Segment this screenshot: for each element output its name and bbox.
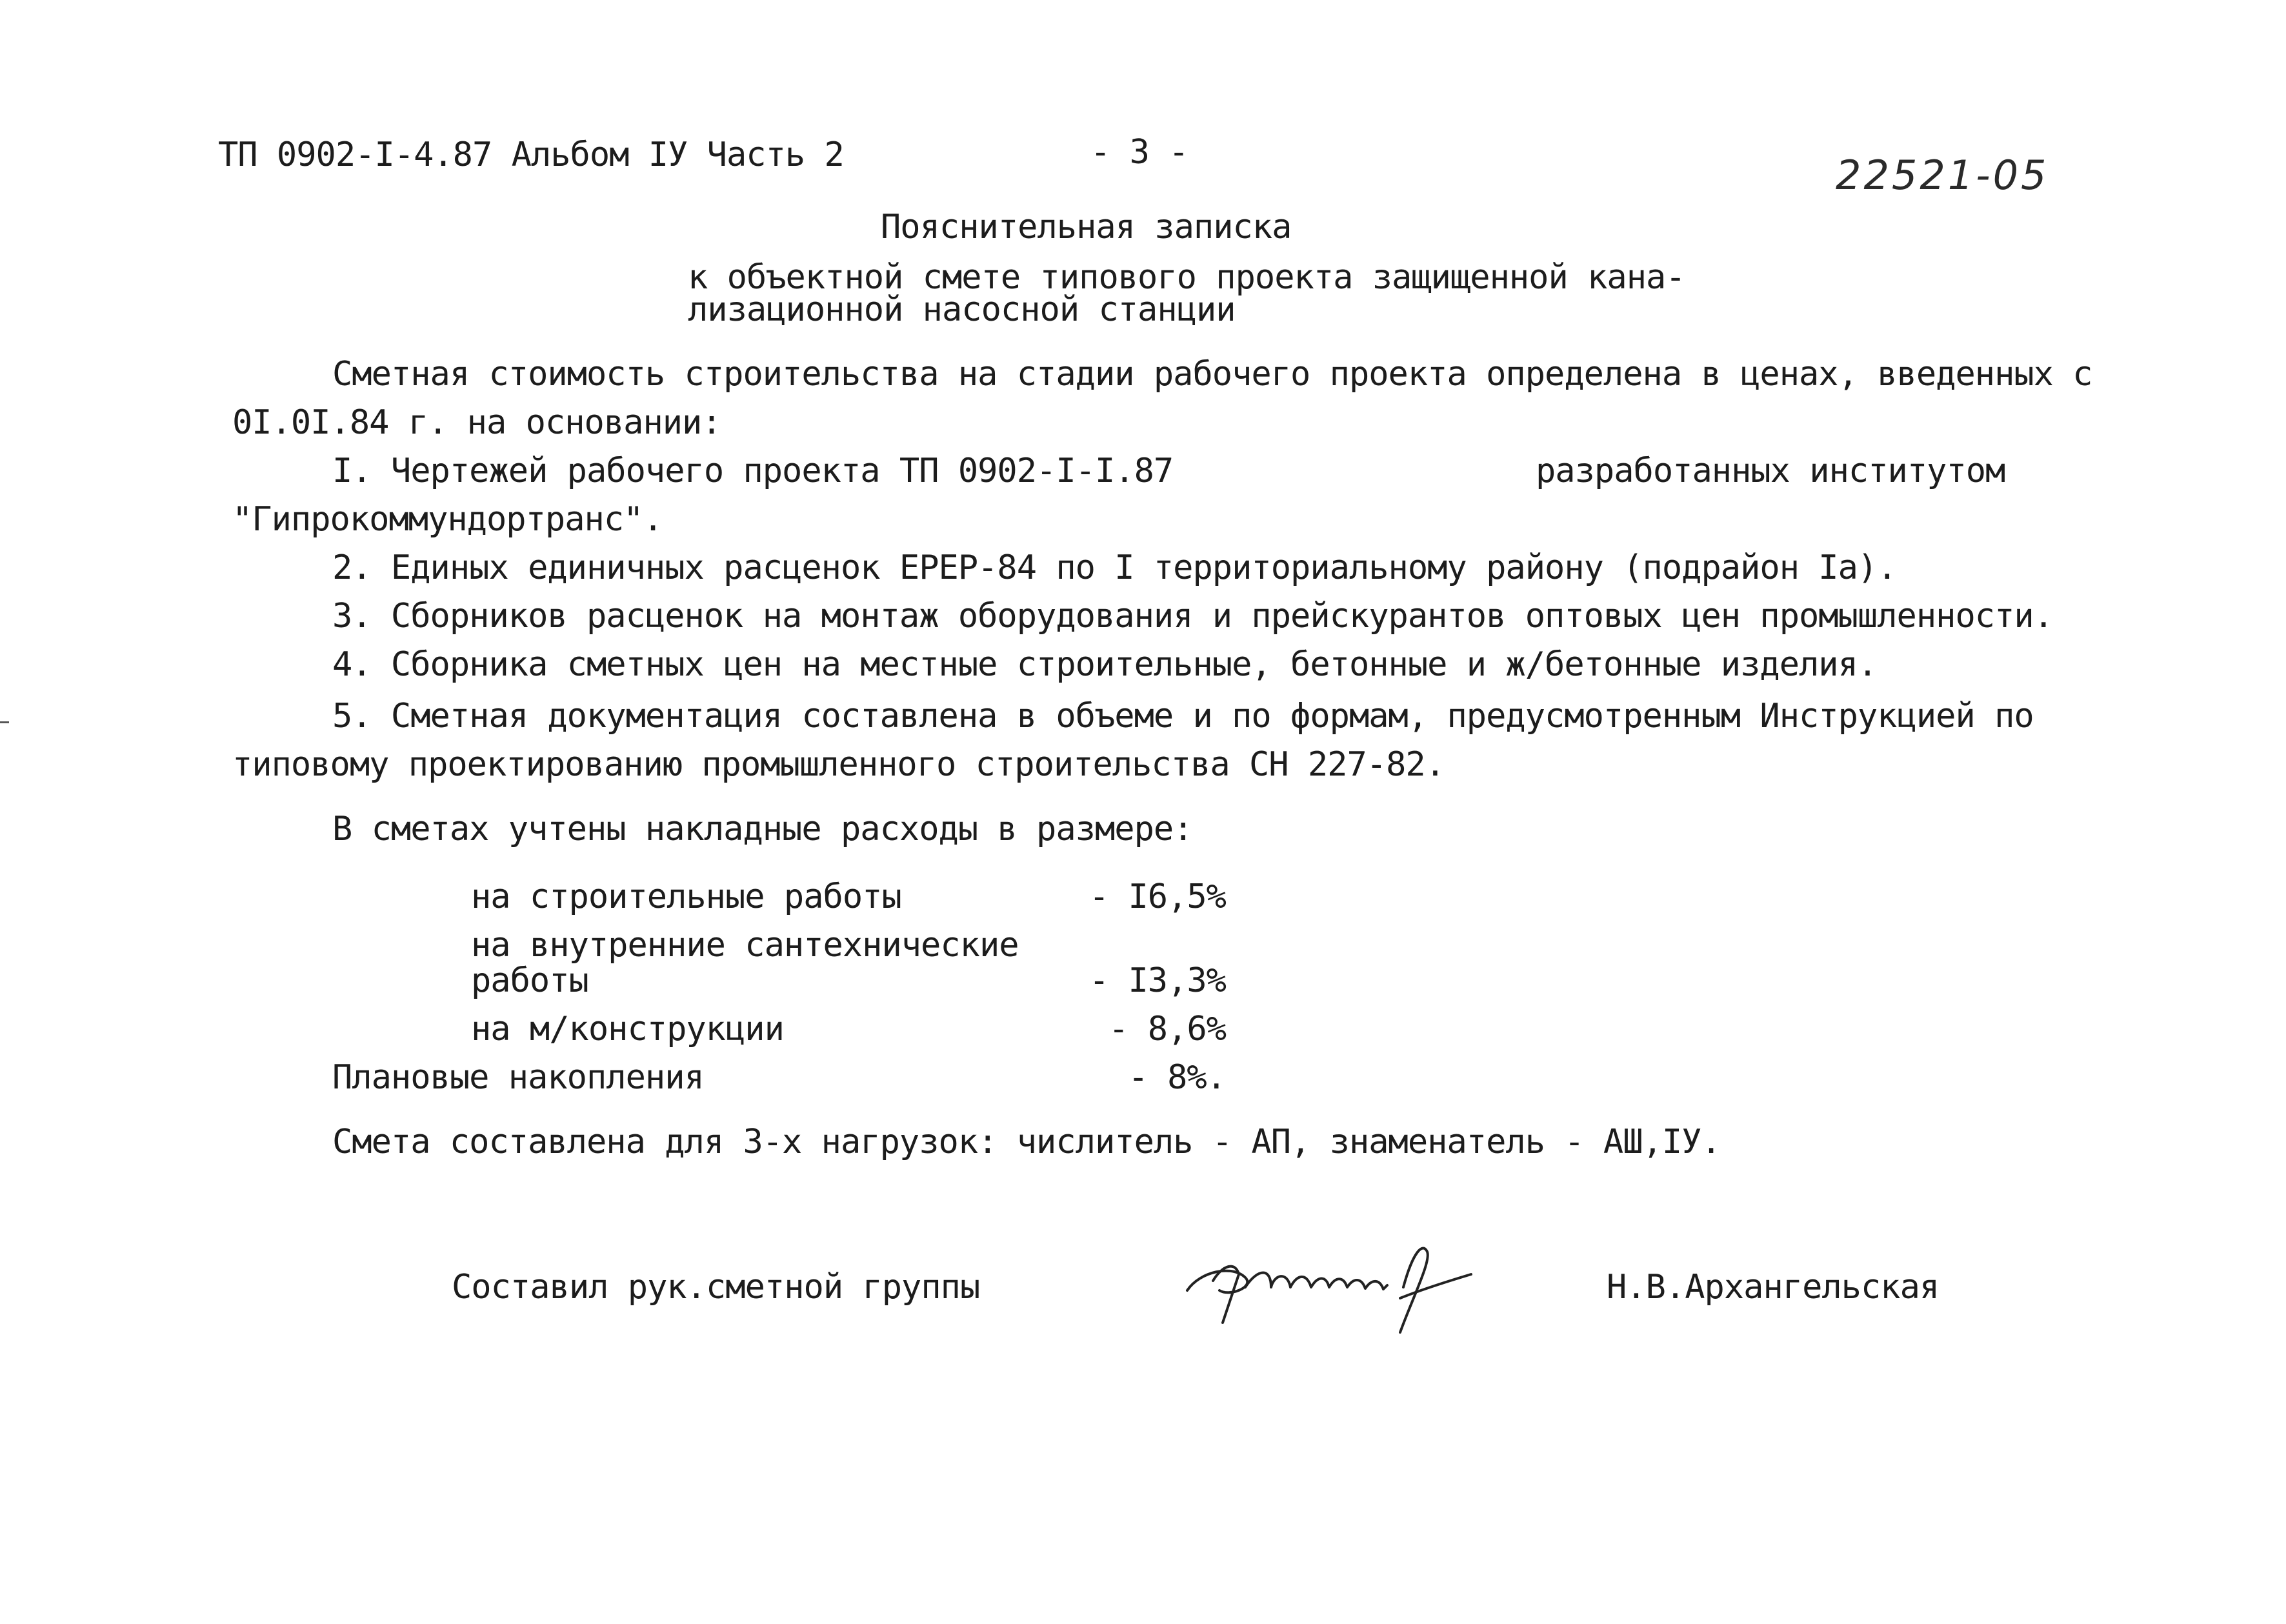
overhead-value-metal-structures: - 8,6% [1108,1010,1226,1048]
intro-line-2: 0I.0I.84 г. на основании: [232,403,721,442]
subtitle-line-1: к объектной смете типового проекта защищенной кана- [688,258,1685,297]
scan-edge-mark [0,721,9,723]
list-item-5-line-2: типовому проектированию промышленного строительства СН 227-82. [232,745,1445,784]
intro-line-1: Сметная стоимость строительства на стадии рабочего проекта определена в ценах, введенных с [332,355,2092,394]
overhead-value-plumbing: - I3,3% [1088,961,1226,1000]
list-item-5: 5. Сметная документация составлена в объеме и по формам, предусмотренным Инструкцией по [332,697,2034,736]
list-item-1-institute: разработанных институтом [1536,452,2005,490]
page-number: - 3 - [1090,133,1188,172]
list-item-1-line-2: "Гипрокоммундортранс". [232,500,663,539]
handwritten-signature [1174,1226,1510,1342]
list-item-3: 3. Сборников расценок на монтаж оборудования и прейскурантов оптовых цен промышленности. [332,597,2053,636]
list-item-2: 2. Единых единичных расценок ЕРЕР-84 по I территориальному району (подрайон Iа). [332,548,1897,587]
overhead-label-construction: на строительные работы [471,877,901,916]
loads-note: Смета составлена для 3-х нагрузок: числитель - АП, знаменатель - АШ,IУ. [332,1123,1721,1161]
overhead-label-plumbing-line-1: на внутренние сантехнические [471,926,1019,965]
overhead-label-plumbing-line-2: работы [471,961,588,1000]
signatory-name: Н.В.Архангельская [1607,1268,1940,1307]
document-designation: ТП 0902-I-4.87 Альбом IУ Часть 2 [218,135,844,174]
signature-role: Составил рук.сметной группы [452,1268,980,1307]
inventory-number: 22521-05 [1836,152,2049,199]
page-title: Пояснительная записка [881,208,1292,246]
subtitle-line-2: лизационной насосной станции [688,290,1236,329]
list-item-1: I. Чертежей рабочего проекта ТП 0902-I-I.87 [332,452,1174,490]
overheads-intro: В сметах учтены накладные расходы в размере: [332,810,1193,848]
overhead-label-metal-structures: на м/конструкции [471,1010,784,1048]
planned-savings-value: - 8%. [1128,1058,1226,1097]
overhead-value-construction: - I6,5% [1088,877,1226,916]
planned-savings-label: Плановые накопления [332,1058,704,1097]
list-item-4: 4. Сборника сметных цен на местные строительные, бетонные и ж/бетонные изделия. [332,645,1878,684]
